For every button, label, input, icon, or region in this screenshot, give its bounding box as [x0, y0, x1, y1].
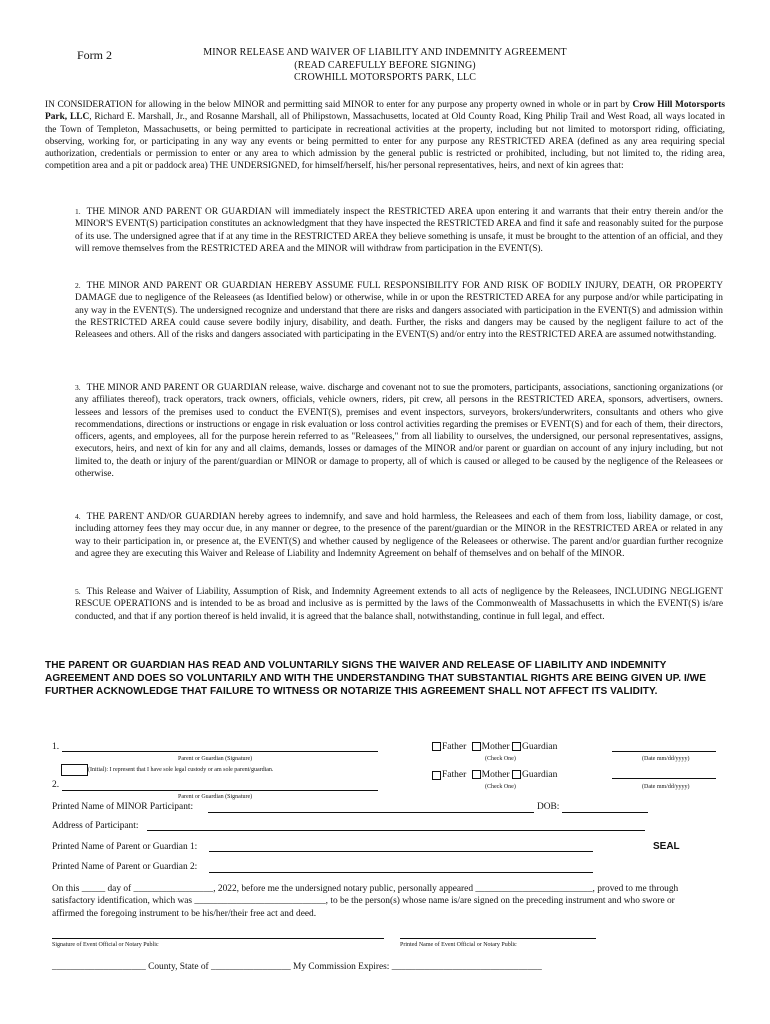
check-one-caption-1: (Check One) — [485, 756, 516, 762]
clause-text: THE MINOR AND PARENT OR GUARDIAN release, waive. discharge and covenant not to sue the promoters, participants, associations, sanctioning organizations (or any affiliates thereof), track operators, track owners, officials, vehicle owners, riders, pit crew, all persons in the RESTRICTED AREA, sponsors, advertisers, owners. lessees and lessors of the premises used to conduct the EVENT(S), premises and event inspectors, surveyors, brokers/underwriters, consultants and others who give recommendations, directions or instructions or engage in risk evaluation or loss control activities regarding the premises or EVENT(S) and for each of them, their directors, officers, agents, and employees, all for the purpose herein referred to as "Releasees," from all liability to ourselves, the undersigned, our personal representatives, assigns, executors, heirs, and next of kin for any and all claims, demands, losses or damages of the MINOR and/or parent or guardian on account of any injury including, but not limited to, the death or injury of the parent/guardian or MINOR or damage to property, all of which is caused or alleged to be caused by the negligence of the Releasees or otherwise. — [75, 383, 723, 480]
clause-3 — [75, 382, 723, 480]
clause-2 — [75, 280, 723, 341]
clause-4 — [75, 511, 723, 560]
father-label: Father — [442, 770, 467, 780]
clause-text: THE MINOR AND PARENT OR GUARDIAN HEREBY ASSUME FULL RESPONSIBILITY FOR AND RISK OF BODILY INJURY, DEATH, OR PROPERTY DAMAGE due to negligence of the Releasees (as Identified below) or otherwise, while in or upon the RESTRICTED AREA for any purpose and/or while participating in any way in the EVENT(S). The undersigned recognize and understand that there are risks and dangers associated with participation in the EVENT(S) and admission within the RESTRICTED AREA could cause severe bodily injury, disability, and death. Further, the risks and dangers may be caused by the negligent failure to act of the Releasees and others. All of the risks and dangers associated with participating in the EVENT(S) and/or entry into the RESTRICTED AREA are assumed notwithstanding. — [75, 281, 723, 341]
guardian-label: Guardian — [522, 770, 558, 780]
initial-box[interactable] — [61, 764, 88, 776]
signature-2-number: 2. — [52, 780, 60, 790]
clause-number: 4. — [75, 512, 81, 521]
guardian-checkbox-2[interactable] — [512, 770, 521, 779]
county-commission-line: ____________________ County, State of _________________ My Commission Expires: ________________________________ — [52, 962, 542, 972]
minor-name-input[interactable] — [208, 802, 534, 813]
mother-checkbox-1[interactable] — [472, 742, 481, 751]
clause-5 — [75, 586, 723, 623]
notary-line-1: On this _____ day of _________________, 2022, before me the undersigned notary public, personally appeared _________________________, proved to me through — [52, 884, 679, 894]
notary-statement — [52, 883, 732, 920]
acknowledgement-notice: THE PARENT OR GUARDIAN HAS READ AND VOLUNTARILY SIGNS THE WAIVER AND RELEASE OF LIABILITY AND INDEMNITY AGREEMENT AND DOES SO VOLUNTARILY AND WITH THE UNDERSTANDING THAT SUBSTANTIAL RIGHTS ARE BEING GIVEN UP. I/WE FURTHER ACKNOWLEDGE THAT FAILURE TO WITNESS OR NOTARIZE THIS AGREEMENT SHALL NOT AFFECT ITS VALIDITY. — [45, 660, 707, 697]
father-checkbox-1[interactable] — [432, 742, 441, 751]
relation-options-1 — [432, 742, 557, 752]
guardian-2-input[interactable] — [209, 862, 593, 873]
title-line-1: MINOR RELEASE AND WAIVER OF LIABILITY AND INDEMNITY AGREEMENT — [203, 47, 567, 58]
mother-label: Mother — [481, 742, 510, 752]
clause-text: THE PARENT AND/OR GUARDIAN hereby agrees to indemnify, and save and hold harmless, the Releasees and each of them from loss, liability damage, or cost, including attorney fees they may occur due, in any manner or degree, to the presence of the parent/guardian or the MINOR in the RESTRICTED AREA or related in any way to their participation in, or presence at, the EVENT(S) and whether caused by negligence of the Releasees or otherwise. The parent and/or guardian further recognize and agree they are executing this Waiver and Release of Liability and Indemnity Agreement on behalf of themselves and on behalf of the MINOR. — [75, 512, 723, 559]
company-name: Crow Hill Motorsports Park, LLC — [45, 100, 725, 123]
official-signature-line[interactable] — [52, 928, 384, 939]
date-line-2[interactable] — [612, 768, 716, 779]
document-title — [150, 47, 620, 85]
signature-2-caption: Parent or Guardian (Signature) — [178, 794, 253, 800]
address-input[interactable] — [147, 820, 645, 831]
seal-label: SEAL — [653, 841, 680, 852]
title-line-3: CROWHILL MOTORSPORTS PARK, LLC — [293, 72, 477, 83]
mother-label: Mother — [481, 770, 510, 780]
guardian-label: Guardian — [522, 742, 558, 752]
father-label: Father — [442, 742, 467, 752]
minor-name-label: Printed Name of MINOR Participant: — [52, 802, 194, 812]
official-printed-name-caption: Printed Name of Event Official or Notary Public — [400, 942, 517, 948]
address-label: Address of Participant: — [52, 821, 139, 831]
dob-label: DOB: — [537, 802, 560, 812]
signature-1-caption: Parent or Guardian (Signature) — [178, 756, 253, 762]
notary-line-3: affirmed the foregoing instrument to be his/her/their free act and deed. — [52, 908, 317, 919]
intro-rest: , Richard E. Marshall, Jr., and Rosanne Marshall, all of Philipstown, Massachusetts, located at Old County Road, King Philip Trail and West Road, all ways located in the Town of Templeton, Massachusetts, or being permitted to participate in recreational activities at the property, including but not limited to motorsport riding, officiating, observing, working for, or participating in any way any events or being permitted to enter for any purpose any RESTRICTED AREA (defined as any area requiring special authorization, credentials or permission to enter or any area to which admission by the general public is restricted or prohibited, including, but not limited to, the riding area, competition area and a pit or paddock area) THE UNDERSIGNED, for himself/herself, his/her personal representatives, heirs, and next of kin agrees that: — [45, 112, 725, 172]
father-checkbox-2[interactable] — [432, 771, 441, 780]
clause-text: THE MINOR AND PARENT OR GUARDIAN will immediately inspect the RESTRICTED AREA upon entering it and warrants that their entry therein and/or the MINOR'S EVENT(S) participation constitutes an acknowledgment that they have inspected the RESTRICTED AREA and find it safe and reasonably suited for the purpose of its use. The undersigned agree that if at any time in the RESTRICTED AREA they believe something is unsafe, it must be brought to the attention of an official, and they will remove themselves from the RESTRICTED AREA and the MINOR will withdraw from participation in the EVENT(S). — [75, 207, 723, 254]
signature-1-line[interactable] — [62, 741, 378, 752]
clause-1 — [75, 206, 723, 255]
signature-1-number: 1. — [52, 742, 60, 752]
guardian-2-label: Printed Name of Parent or Guardian 2: — [52, 862, 198, 872]
clause-number: 2. — [75, 281, 81, 290]
clause-number: 3. — [75, 383, 81, 392]
relation-options-2 — [432, 770, 557, 780]
clause-number: 1. — [75, 207, 81, 216]
title-line-2: (READ CAREFULLY BEFORE SIGNING) — [294, 59, 476, 71]
initial-statement: (Initial): I represent that I have sole legal custody or am sole parent/guardian. — [88, 767, 274, 773]
form-number: Form 2 — [77, 48, 113, 62]
clause-number: 5. — [75, 587, 81, 596]
guardian-checkbox-1[interactable] — [512, 742, 521, 751]
date-caption-2: (Date mm/dd/yyyy) — [642, 784, 690, 790]
guardian-1-input[interactable] — [209, 841, 593, 852]
signature-2-line[interactable] — [62, 780, 378, 791]
official-printed-name-line[interactable] — [400, 928, 596, 939]
official-signature-caption: Signature of Event Official or Notary Public — [52, 942, 159, 948]
clause-text: This Release and Waiver of Liability, Assumption of Risk, and Indemnity Agreement extends to all acts of negligence by the Releasees, INCLUDING NEGLIGENT RESCUE OPERATIONS and is intended to be as broad and inclusive as is permitted by the laws of the Commonwealth of Massachusetts in which the EVENT(S) is/are conducted, and that if any portion thereof is held invalid, it is agreed that the balance shall, notwithstanding, continue in full legal, and effect. — [75, 587, 723, 622]
dob-input[interactable] — [562, 802, 648, 813]
date-line-1[interactable] — [612, 741, 716, 752]
guardian-1-label: Printed Name of Parent or Guardian 1: — [52, 842, 198, 852]
date-caption-1: (Date mm/dd/yyyy) — [642, 756, 690, 762]
intro-paragraph — [45, 99, 725, 173]
check-one-caption-2: (Check One) — [485, 784, 516, 790]
mother-checkbox-2[interactable] — [472, 770, 481, 779]
notary-line-2: satisfactory identification, which was ____________________________, to be the person(s) whose name is/are signed on the preceding instrument and who swore or — [52, 896, 675, 907]
intro-lead: IN CONSIDERATION for allowing in the below MINOR and permitting said MINOR to enter for any purpose any property owned in whole or in part by — [45, 100, 633, 110]
